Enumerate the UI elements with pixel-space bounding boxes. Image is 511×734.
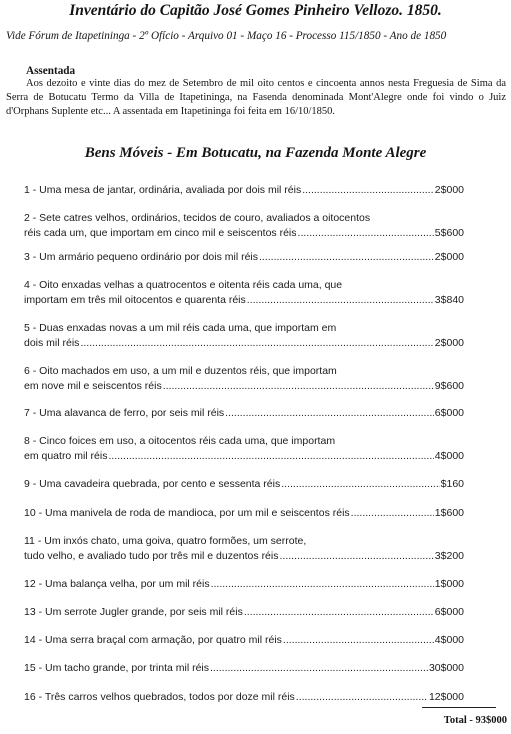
inventory-item-description: dois mil réis xyxy=(24,337,80,349)
inventory-item xyxy=(24,321,464,351)
inventory-item-line xyxy=(24,477,464,492)
inventory-item-line xyxy=(24,434,464,449)
inventory-item-value: 1$000 xyxy=(434,578,464,590)
inventory-item-value: 30$000 xyxy=(428,662,464,674)
section-heading: Bens Móveis - Em Botucatu, na Fazenda Monte Alegre xyxy=(84,145,427,161)
inventory-item-description: 7 - Uma alavanca de ferro, por seis mil réis xyxy=(24,407,225,419)
inventory-item xyxy=(24,690,464,705)
inventory-item xyxy=(24,506,464,521)
inventory-item-value: $160 xyxy=(440,478,464,490)
inventory-item-value: 2$000 xyxy=(434,251,464,263)
dot-leader xyxy=(210,661,428,676)
inventory-item-value: 6$000 xyxy=(434,407,464,419)
inventory-item xyxy=(24,211,464,241)
inventory-item-line xyxy=(24,506,464,521)
inventory-item-description: réis cada um, que importam em cinco mil e seiscentos réis xyxy=(24,227,297,239)
inventory-item-description: 4 - Oito enxadas velhas a quatrocentos e oitenta réis cada uma, que xyxy=(24,279,343,291)
inventory-item xyxy=(24,605,464,620)
assentada-paragraph: Aos dezoito e vinte dias do mez de Setembro de mil oito centos e cincoenta annos nesta Freguesia de Sima da Serra de Botucatu Termo da Villa de Itapetininga, na Fasenda denominada Mont'Alegre onde foi vindo o Juiz d'Orphans Suplente etc... A assentada em Itapetininga foi feita em 16/10/1850. xyxy=(6,78,506,117)
inventory-item-description: importam em três mil oitocentos e quarenta réis xyxy=(24,294,246,306)
inventory-item-description: 6 - Oito machados em uso, a um mil e duzentos réis, que importam xyxy=(24,365,337,377)
inventory-item-line xyxy=(24,293,464,308)
dot-leader xyxy=(163,379,434,394)
inventory-item-line xyxy=(24,226,464,241)
inventory-item-line xyxy=(24,690,464,705)
inventory-item-line xyxy=(24,577,464,592)
inventory-item-description: em nove mil e seiscentos réis xyxy=(24,380,162,392)
dot-leader xyxy=(279,549,433,564)
inventory-item-description: tudo velho, e avaliado tudo por três mil e duzentos réis xyxy=(24,550,279,562)
dot-leader xyxy=(247,293,434,308)
dot-leader xyxy=(211,577,434,592)
dot-leader xyxy=(244,605,434,620)
inventory-item-description: 10 - Uma manivela de roda de mandioca, por um mil e seiscentos réis xyxy=(24,507,350,519)
inventory-item-line xyxy=(24,406,464,421)
dot-leader xyxy=(259,250,434,265)
inventory-item xyxy=(24,406,464,421)
inventory-item-line xyxy=(24,211,464,226)
inventory-item xyxy=(24,661,464,676)
inventory-item-line xyxy=(24,605,464,620)
inventory-item-line xyxy=(24,364,464,379)
inventory-item-description: em quatro mil réis xyxy=(24,450,108,462)
inventory-item-description: 9 - Uma cavadeira quebrada, por cento e sessenta réis xyxy=(24,478,281,490)
dot-leader xyxy=(283,633,434,648)
inventory-item-description: 12 - Uma balança velha, por um mil réis xyxy=(24,578,210,590)
dot-leader xyxy=(108,449,433,464)
inventory-item-value: 9$600 xyxy=(434,380,464,392)
inventory-item-value: 2$000 xyxy=(434,337,464,349)
assentada-heading: Assentada xyxy=(26,65,76,77)
inventory-item-line xyxy=(24,336,464,351)
inventory-item xyxy=(24,577,464,592)
dot-leader xyxy=(225,406,434,421)
inventory-item-description: 2 - Sete catres velhos, ordinários, tecidos de couro, avaliados a oitocentos xyxy=(24,212,371,224)
inventory-item-description: 11 - Um inxós chato, uma goiva, quatro formões, um serrote, xyxy=(24,535,307,547)
inventory-item-line xyxy=(24,250,464,265)
inventory-item-line xyxy=(24,661,464,676)
inventory-item xyxy=(24,364,464,394)
dot-leader xyxy=(296,690,428,705)
inventory-item-line xyxy=(24,379,464,394)
inventory-item-description: 8 - Cinco foices em uso, a oitocentos réis cada uma, que importam xyxy=(24,435,336,447)
inventory-item-description: 1 - Uma mesa de jantar, ordinária, avaliada por dois mil réis xyxy=(24,184,302,196)
document-title: Inventário do Capitão José Gomes Pinheiro Vellozo. 1850. xyxy=(69,2,442,19)
inventory-item-value: 3$840 xyxy=(434,294,464,306)
inventory-item-description: 13 - Um serrote Jugler grande, por seis mil réis xyxy=(24,606,243,618)
inventory-item xyxy=(24,534,464,564)
dot-leader xyxy=(302,183,434,198)
inventory-item-value: 12$000 xyxy=(428,691,464,703)
inventory-item-line xyxy=(24,534,464,549)
inventory-total: Total - 93$000 xyxy=(443,715,507,726)
inventory-item-value: 2$000 xyxy=(434,184,464,196)
dot-leader xyxy=(351,506,434,521)
inventory-item-value: 6$000 xyxy=(434,606,464,618)
inventory-item-description: 3 - Um armário pequeno ordinário por dois mil réis xyxy=(24,251,259,263)
inventory-item-line xyxy=(24,183,464,198)
inventory-item xyxy=(24,183,464,198)
inventory-item-line xyxy=(24,549,464,564)
inventory-item-line xyxy=(24,633,464,648)
inventory-item xyxy=(24,250,464,265)
inventory-item-description: 14 - Uma serra braçal com armação, por quatro mil réis xyxy=(24,634,282,646)
inventory-item-line xyxy=(24,449,464,464)
inventory-item xyxy=(24,434,464,464)
dot-leader xyxy=(80,336,433,351)
inventory-item-value: 4$000 xyxy=(434,450,464,462)
inventory-item-value: 5$600 xyxy=(434,227,464,239)
inventory-item-line xyxy=(24,278,464,293)
inventory-item xyxy=(24,477,464,492)
dot-leader xyxy=(298,226,434,241)
archive-source-reference: Vide Fórum de Itapetininga - 2º Ofício - Arquivo 01 - Maço 16 - Processo 115/1850 - Ano de 1850 xyxy=(6,30,447,42)
dot-leader xyxy=(281,477,439,492)
inventory-item-value: 4$000 xyxy=(434,634,464,646)
inventory-item-description: 16 - Três carros velhos quebrados, todos por doze mil réis xyxy=(24,691,295,703)
total-divider xyxy=(422,707,496,708)
inventory-item-description: 15 - Um tacho grande, por trinta mil réis xyxy=(24,662,209,674)
inventory-item-description: 5 - Duas enxadas novas a um mil réis cada uma, que importam em xyxy=(24,322,337,334)
inventory-item xyxy=(24,633,464,648)
inventory-item-value: 3$200 xyxy=(434,550,464,562)
inventory-item-line xyxy=(24,321,464,336)
inventory-item xyxy=(24,278,464,308)
inventory-item-value: 1$600 xyxy=(434,507,464,519)
